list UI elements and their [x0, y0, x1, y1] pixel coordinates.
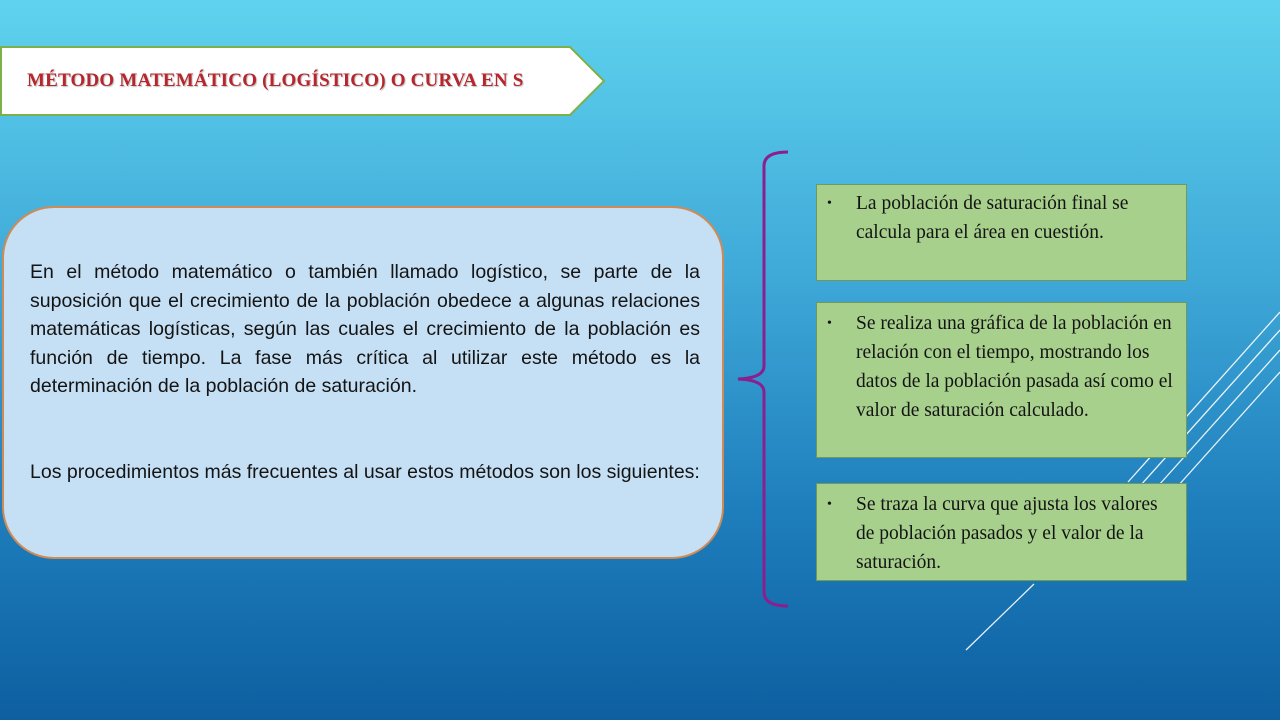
- bullet-icon: •: [827, 497, 832, 512]
- curly-brace: [734, 148, 794, 610]
- bullet-icon: •: [827, 316, 832, 331]
- intro-paragraph: En el método matemático o también llamado logístico, se parte de la suposición que el crecimiento de la población obedece a algunas relaciones matemáticas logísticas, según las cuales el crecimiento de la población es función de tiempo. La fase más crítica al utilizar este método es la determinación de la población de saturación.: [30, 261, 700, 397]
- step-item-1: • La población de saturación final se calcula para el área en cuestión.: [817, 189, 1186, 247]
- step-item-2: • Se realiza una gráfica de la población en relación con el tiempo, mostrando los datos de la población pasada así como el valor de saturación calculado.: [817, 309, 1186, 425]
- description-box: [2, 206, 724, 559]
- procedures-paragraph: Los procedimientos más frecuentes al usar estos métodos son los siguientes:: [30, 461, 700, 483]
- step-card-3: [816, 483, 1187, 581]
- bullet-icon: •: [827, 196, 832, 211]
- step-card-2: [816, 302, 1187, 458]
- step-item-3: • Se traza la curva que ajusta los valores de población pasados y el valor de la saturación.: [817, 490, 1186, 577]
- step-card-1: [816, 184, 1187, 281]
- slide-title: MÉTODO MATEMÁTICO (LOGÍSTICO) O CURVA EN S: [27, 70, 524, 91]
- title-banner: [0, 46, 606, 116]
